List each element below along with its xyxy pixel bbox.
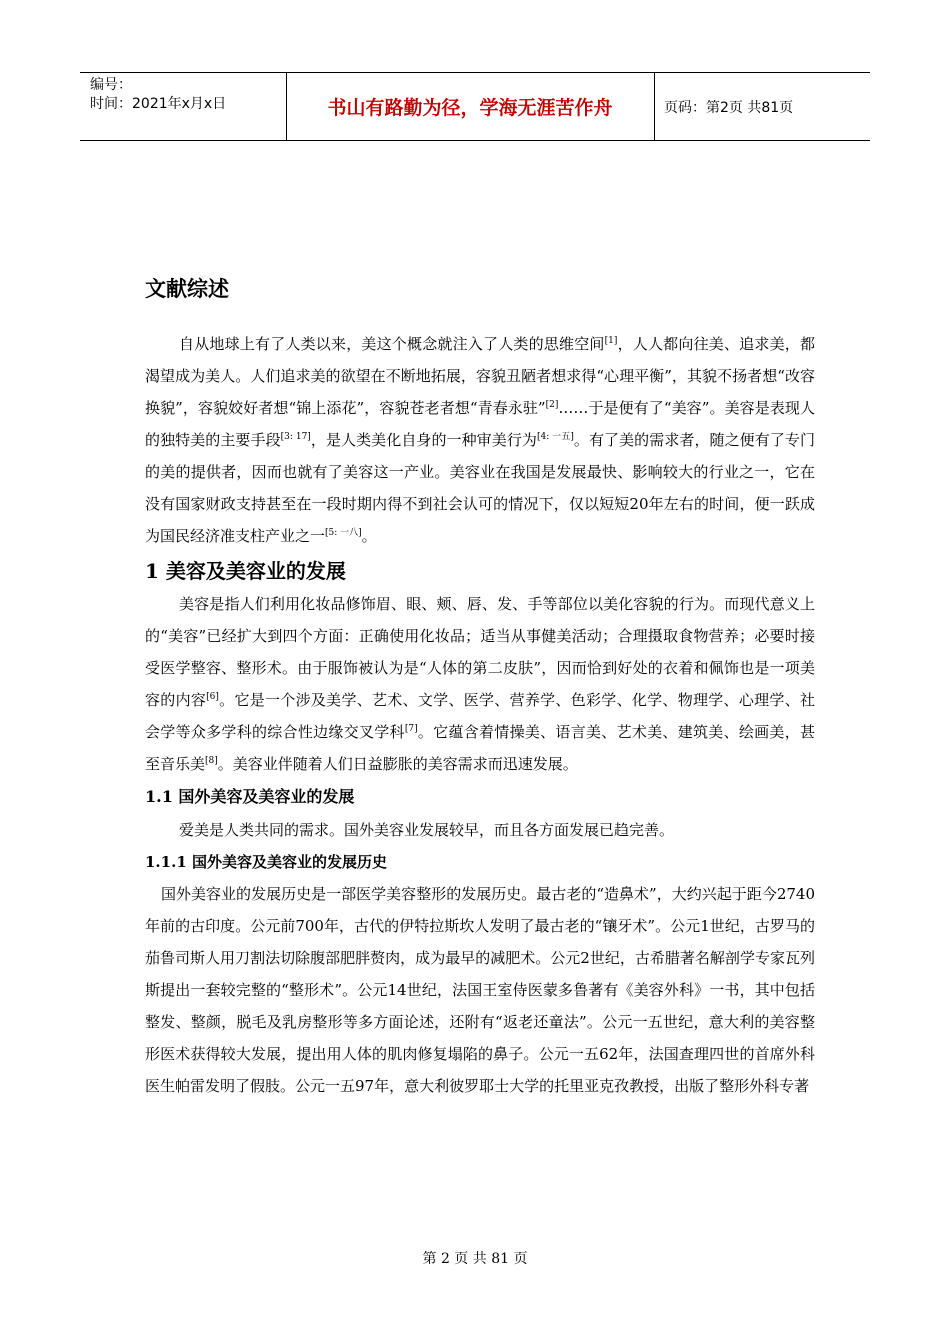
header-time: 时间：2021年x月x日 (90, 96, 227, 112)
header-divider (654, 72, 655, 140)
citation: [6] (206, 692, 219, 702)
subsubsection-heading: 1.1.1 国外美容及美容业的发展历史 (145, 853, 387, 871)
citation: [7] (404, 724, 418, 734)
header-meta (90, 76, 226, 114)
header-top-rule (80, 72, 870, 73)
section-paragraph: 美容是指人们利用化妆品修饰眉、眼、颊、唇、发、手等部位以美化容貌的行为。而现代意义上的“美容”已经扩大到四个方面：正确使用化妆品；适当从事健美活动；合理摄取食物营养；必要时接受医学整容、整形术。由于服饰被认为是“人体的第二皮肤”，因而恰到好处的衣着和佩饰也是一项美容的内容[6]。它是一个涉及美学、艺术、文学、医学、营养学、色彩学、化学、物理学、心理学、社会学等众多学科的综合性边缘交叉学科[7]。它蕴含着情操美、语言美、艺术美、建筑美、绘画美，甚至音乐美[8]。美容业伴随着人们日益膨胀的美容需求而迅速发展。 (145, 595, 815, 773)
citation: [2] (545, 400, 559, 410)
header-bottom-rule (80, 140, 870, 141)
header-page-info: 页码：第2页 共81页 (664, 100, 794, 116)
citation: [3: 17] (280, 432, 311, 442)
history-paragraph: 国外美容业的发展历史是一部医学美容整形的发展历史。最古老的“造鼻术”，大约兴起于距今2740年前的古印度。公元前700年，古代的伊特拉斯坎人发明了最古老的“镶牙术”。公元1世纪，古罗马的茄鲁司斯人用刀割法切除腹部肥胖赘肉，成为最早的减肥术。公元2世纪，古希腊著名解剖学专家瓦列斯提出一套较完整的“整形术”。公元14世纪，法国王室侍医蒙多鲁著有《美容外科》一书，其中包括整发、整颜，脱毛及乳房整形等多方面论述，还附有“返老还童法”。公元一五世纪，意大利的美容整形医术获得较大发展，提出用人体的肌肉修复塌陷的鼻子。公元一五62年，法国查理四世的首席外科医生帕雷发明了假肢。公元一五97年，意大利彼罗耶士大学的托里亚克孜教授，出版了整形外科专著 (145, 885, 815, 1095)
subsection-paragraph: 爱美是人类共同的需求。国外美容业发展较早，而且各方面发展已趋完善。 (179, 821, 675, 839)
section-heading: 1 美容及美容业的发展 (145, 559, 346, 583)
document-body (145, 274, 815, 1102)
header-motto: 书山有路勤为径，学海无涯苦作舟 (327, 97, 613, 119)
citation: [8] (205, 756, 218, 766)
subsection-heading: 1.1 国外美容及美容业的发展 (145, 787, 355, 806)
page-title: 文献综述 (145, 277, 229, 301)
page-footer: 第 2 页 共 81 页 (422, 1251, 528, 1267)
header-number: 编号： (90, 77, 132, 93)
citation: [5: 一八] (325, 528, 362, 538)
citation: [4: 一五] (536, 432, 574, 442)
intro-paragraph: 自从地球上有了人类以来，美这个概念就注入了人类的思维空间[1]，人人都向往美、追求美，都渴望成为美人。人们追求美的欲望在不断地拓展，容貌丑陋者想求得“心理平衡”，其貌不扬者想“改容换貌”，容貌姣好者想“锦上添花”，容貌苍老者想“青春永驻”[2]……于是便有了“美容”。美容是表现人的独特美的主要手段[3: 17]，是人类美化自身的一种审美行为[4: 一五]。有了美的需求者，随之便有了专门的美的提供者，因而也就有了美容这一产业。美容业在我国是发展最快、影响较大的行业之一，它在没有国家财政支持甚至在一段时期内得不到社会认可的情况下，仅以短短20年左右的时间，便一跃成为国民经济准支柱产业之一[5: 一八]。 (145, 335, 815, 545)
citation: [1] (604, 336, 618, 346)
